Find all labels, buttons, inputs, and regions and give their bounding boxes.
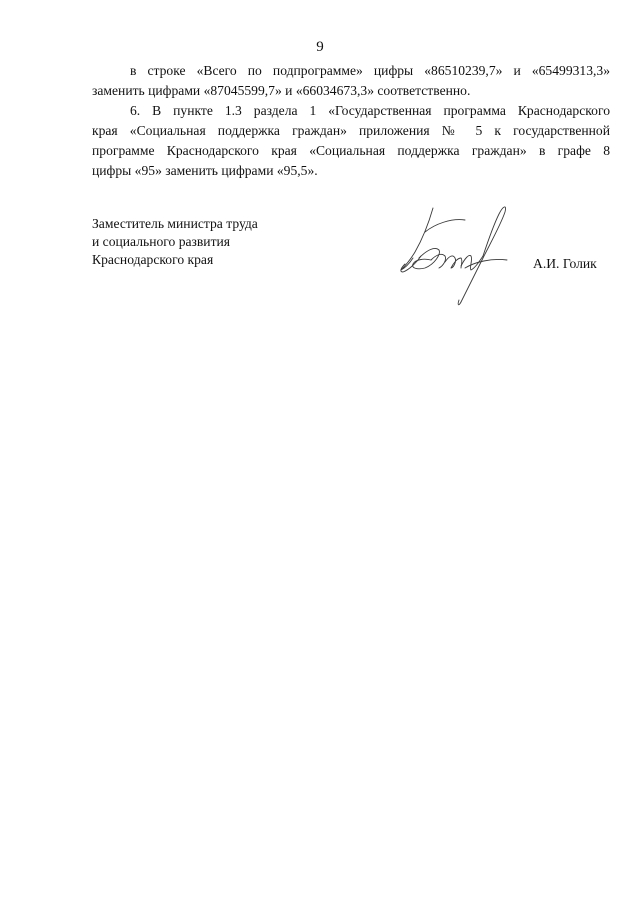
body-line: цифры «95» заменить цифрами «95,5». bbox=[92, 163, 318, 178]
body-line: края «Социальная поддержка граждан» приложения № 5 к государственной bbox=[92, 123, 610, 138]
signatory-position-line: Заместитель министра труда bbox=[92, 216, 258, 231]
handwritten-signature bbox=[395, 198, 520, 310]
body-line: заменить цифрами «87045599,7» и «66034673,3» соответственно. bbox=[92, 83, 471, 98]
document-body bbox=[92, 61, 610, 181]
page-number: 9 bbox=[316, 39, 324, 55]
signatory-position-line: и социального развития bbox=[92, 234, 231, 249]
signatory-name: А.И. Голик bbox=[533, 256, 597, 271]
signatory-position-line: Краснодарского края bbox=[92, 252, 214, 267]
body-line: 6. В пункте 1.3 раздела 1 «Государственная программа Краснодарского bbox=[130, 103, 610, 118]
signatory-position bbox=[92, 215, 258, 269]
body-line: программе Краснодарского края «Социальная поддержка граждан» в графе 8 bbox=[92, 143, 610, 158]
body-line: в строке «Всего по подпрограмме» цифры «86510239,7» и «65499313,3» bbox=[130, 63, 610, 78]
